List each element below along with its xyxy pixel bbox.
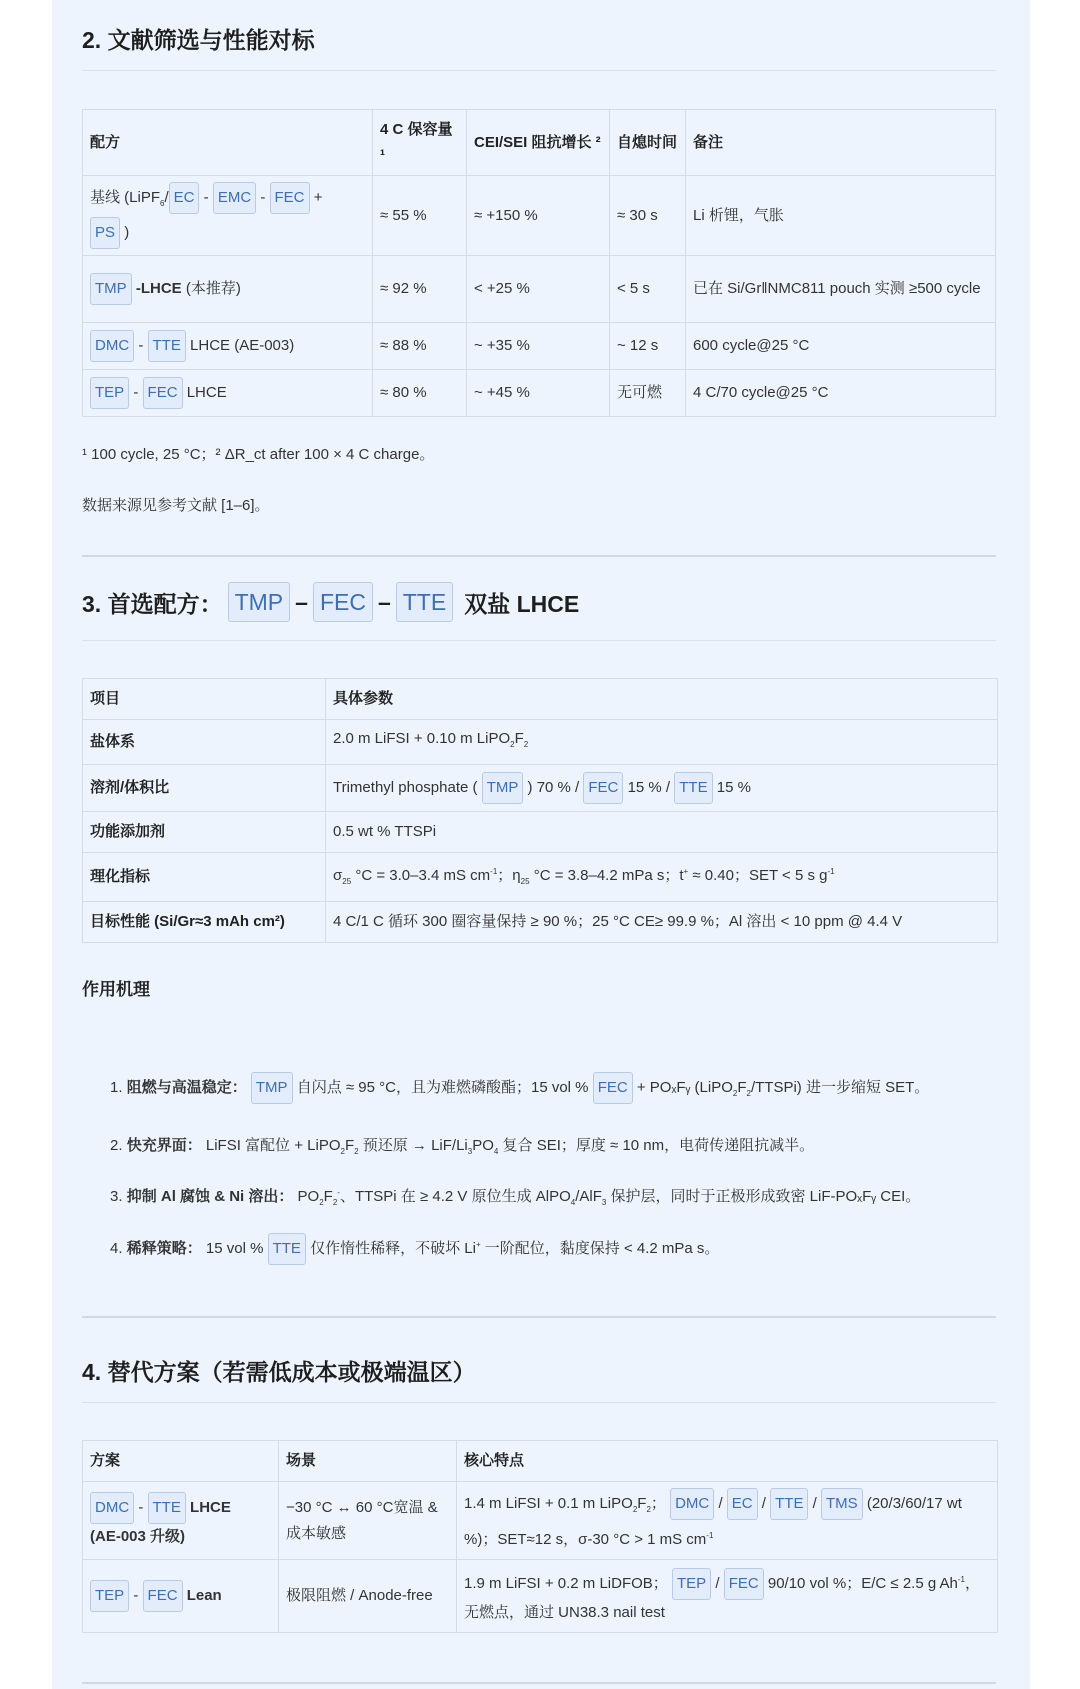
code-ec: EC <box>169 182 200 214</box>
superscript: -1 <box>706 1531 714 1540</box>
performance-table <box>82 109 996 417</box>
row-key: 功能添加剂 <box>83 812 326 853</box>
code-fec: FEC <box>593 1072 633 1104</box>
code-fec: FEC <box>724 1568 764 1600</box>
subscript: 2 <box>319 1198 324 1207</box>
section-4-heading <box>82 1354 996 1403</box>
code-ec: EC <box>727 1488 758 1520</box>
text: F <box>737 1079 747 1096</box>
cell-value: ~ 12 s <box>610 323 686 370</box>
cell-value: Li 析锂，气胀 <box>686 176 996 256</box>
row-value: 0.5 wt % TTSPi <box>326 812 998 853</box>
subscript: 4 <box>493 1147 499 1156</box>
code-dmc: DMC <box>90 330 134 362</box>
text: ；η <box>497 867 521 884</box>
text: / <box>164 189 169 206</box>
cell-value: 已在 Si/Gr‖NMC811 pouch 实测 ≥500 cycle <box>686 256 996 323</box>
subscript: 2 <box>732 1089 738 1098</box>
header-remarks: 备注 <box>686 110 996 176</box>
code-tep: TEP <box>90 377 129 409</box>
subscript: 6 <box>160 199 165 208</box>
row-key: 目标性能 (Si/Gr≈3 mAh cm²) <box>83 902 326 943</box>
cell-value: 600 cycle@25 °C <box>686 323 996 370</box>
table-row <box>83 1560 998 1633</box>
cell-value: ~ +45 % <box>467 370 610 417</box>
subscript: 2 <box>746 1089 751 1098</box>
mechanism-item-2 <box>110 1134 1000 1156</box>
code-tms: TMS <box>821 1488 863 1520</box>
text: σ <box>333 867 343 884</box>
text: 复合 SEI；厚度 ≈ 10 nm，电荷传递阻抗减半。 <box>502 1137 815 1154</box>
section-2-title: 2. 文献筛选与性能对标 <box>82 27 315 53</box>
text: / <box>812 1495 817 1512</box>
table-row <box>83 720 998 765</box>
cell-formula: 基线 (LiPF$_6$/ EC - EMC - FEC + PS ) <box>83 176 373 256</box>
table-row <box>83 176 996 256</box>
text: 1.4 m LiFSI + 0.1 m LiPO <box>464 1495 633 1512</box>
text: 自闪点 ≈ 95 °C，且为难燃磷酸酯；15 vol % <box>296 1079 589 1096</box>
cell-features <box>457 1560 998 1633</box>
subscript: 4 <box>570 1198 576 1207</box>
text: LHCE (AE-003) <box>190 337 295 354</box>
row-value <box>326 765 998 812</box>
cell-value: ≈ 30 s <box>610 176 686 256</box>
text: PO <box>472 1137 494 1154</box>
code-dmc: DMC <box>90 1492 134 1524</box>
code-fec: FEC <box>143 377 183 409</box>
mechanism-title: 作用机理 <box>82 980 150 999</box>
table-row <box>83 812 998 853</box>
text: (本推荐) <box>185 280 241 297</box>
dash: – <box>295 588 308 615</box>
text: 保护层，同时于正极形成致密 LiF-POₓFᵧ CEI。 <box>610 1188 921 1205</box>
subscript: 3 <box>601 1198 607 1207</box>
text: 15 % / <box>627 779 671 796</box>
text: F <box>637 1495 647 1512</box>
code-tte: TTE <box>674 772 712 804</box>
mechanism-item-1 <box>110 1072 1000 1104</box>
title-text: 3. 首选配方： <box>82 590 223 617</box>
table-row <box>83 902 998 943</box>
header-scenario: 场景 <box>279 1441 457 1482</box>
text: /TTSPi) 进一步缩短 SET。 <box>750 1079 930 1096</box>
text: 预还原 → LiF/Li <box>362 1137 468 1154</box>
cell-scenario: −30 °C ↔ 60 °C宽温 & 成本敏感 <box>279 1482 457 1560</box>
item-number: 1. <box>110 1079 123 1096</box>
text: + POₓFᵧ (LiPO <box>636 1079 733 1096</box>
superscript: -1 <box>827 867 835 876</box>
subscript: 2 <box>332 1198 338 1207</box>
header-scheme: 方案 <box>83 1441 279 1482</box>
row-key: 溶剂/体积比 <box>83 765 326 812</box>
text: 1.9 m LiFSI + 0.2 m LiDFOB； <box>464 1574 668 1592</box>
text: ≈ 0.40；SET < 5 s g <box>692 867 828 884</box>
code-emc: EMC <box>213 182 256 214</box>
row-key: 理化指标 <box>83 853 326 902</box>
cell-value: < 5 s <box>610 256 686 323</box>
alternatives-table <box>82 1440 998 1633</box>
cell-formula: DMC - TTE LHCE (AE-003) <box>83 323 373 370</box>
superscript: - <box>337 1188 340 1197</box>
code-tmp: TMP <box>482 772 524 804</box>
code-tmp: TMP <box>228 582 291 622</box>
text: LiFSI 富配位 + LiPO <box>205 1137 341 1154</box>
text: 15 % <box>716 779 751 796</box>
text: / <box>715 1574 720 1592</box>
row-value <box>326 720 998 765</box>
cell-value: 无可燃 <box>610 370 686 417</box>
section-3-heading <box>82 582 996 641</box>
divider <box>82 1316 996 1318</box>
footnote: ¹ 100 cycle, 25 °C；² ΔR_ct after 100 × 4 C charge。 <box>82 446 435 463</box>
text: F <box>514 730 524 747</box>
subscript: 2 <box>632 1505 638 1514</box>
code-tep: TEP <box>672 1568 711 1600</box>
divider <box>82 1682 996 1684</box>
cell-formula <box>83 256 373 323</box>
row-value <box>326 853 998 902</box>
code-tep: TEP <box>90 1580 129 1612</box>
superscript: -1 <box>490 867 498 876</box>
text: 、TTSPi 在 ≥ 4.2 V 原位生成 AlPO <box>339 1188 571 1205</box>
document-panel <box>52 0 1030 1689</box>
code-tte: TTE <box>148 330 186 362</box>
formula-param-table <box>82 678 998 943</box>
code-tte: TTE <box>770 1488 808 1520</box>
header-params: 具体参数 <box>326 679 998 720</box>
item-number: 3. <box>110 1188 123 1205</box>
table-row <box>83 1482 998 1560</box>
text: Trimethyl phosphate ( <box>333 779 478 796</box>
cell-value: ≈ 55 % <box>373 176 467 256</box>
code-tmp: TMP <box>90 273 132 305</box>
text: °C = 3.0–3.4 mS cm <box>355 867 491 884</box>
text: 90/10 vol %；E/C ≤ 2.5 g Ah <box>767 1574 958 1592</box>
cell-scheme: TEP - FEC Lean <box>83 1560 279 1633</box>
code-tte: TTE <box>148 1492 186 1524</box>
table-row <box>83 256 996 323</box>
mechanism-item-4 <box>110 1233 1000 1265</box>
item-heading: 快充界面： <box>126 1137 202 1154</box>
text: / <box>718 1495 723 1512</box>
header-formula: 配方 <box>83 110 373 176</box>
text: ； <box>650 1495 666 1512</box>
table-row <box>83 370 996 417</box>
header-features: 核心特点 <box>457 1441 998 1482</box>
code-tte: TTE <box>396 582 453 622</box>
text: (20/3/60/17 wt %)；SET≈12 s，σ-30 °C > 1 mS cm <box>464 1495 962 1548</box>
dash: – <box>377 588 391 615</box>
code-fec: FEC <box>583 772 623 804</box>
code-tmp: TMP <box>251 1072 293 1104</box>
cell-value: ≈ 80 % <box>373 370 467 417</box>
cell-features <box>457 1482 998 1560</box>
table-row <box>83 853 998 902</box>
text: F <box>344 1137 355 1154</box>
item-heading: 抑制 Al 腐蚀 & Ni 溶出： <box>126 1188 294 1205</box>
text: (AE-003 升级) <box>90 1527 186 1545</box>
item-heading: 稀释策略： <box>126 1240 202 1257</box>
code-fec: FEC <box>313 582 373 622</box>
mechanism-item-3 <box>110 1185 1000 1207</box>
cell-value: ≈ +150 % <box>467 176 610 256</box>
divider <box>82 555 996 557</box>
header-self-extinguish: 自熄时间 <box>610 110 686 176</box>
subscript: 2 <box>340 1147 345 1156</box>
subscript: 2 <box>646 1505 651 1514</box>
code-tte: TTE <box>268 1233 306 1265</box>
text: 基线 (LiPF <box>90 189 161 206</box>
subscript: 2 <box>354 1147 359 1156</box>
row-key: 盐体系 <box>83 720 326 765</box>
cell-value: < +25 % <box>467 256 610 323</box>
item-number: 2. <box>110 1137 123 1154</box>
superscript: + <box>475 1240 481 1249</box>
item-heading: 阻燃与高温稳定： <box>126 1079 247 1096</box>
text: / <box>761 1495 766 1512</box>
section-4-title: 4. 替代方案（若需低成本或极端温区） <box>82 1359 476 1385</box>
text: °C = 3.8–4.2 mPa s；t <box>533 867 684 884</box>
table-row <box>83 765 998 812</box>
text: /AlF <box>575 1188 602 1205</box>
superscript: + <box>683 867 689 876</box>
cell-value: ≈ 92 % <box>373 256 467 323</box>
text: ，无燃点，通过 UN38.3 nail test <box>464 1574 981 1621</box>
section-3-title <box>82 582 996 622</box>
text: F <box>323 1188 333 1205</box>
subscript: 25 <box>342 877 352 886</box>
header-impedance: CEI/SEI 阻抗增长 ² <box>467 110 610 176</box>
text: LHCE <box>186 384 227 401</box>
header-item: 项目 <box>83 679 326 720</box>
text: -LHCE <box>135 280 182 297</box>
subscript: 2 <box>510 740 515 749</box>
item-number: 4. <box>110 1240 123 1257</box>
subscript: 3 <box>467 1147 473 1156</box>
text: ) 70 % / <box>527 779 580 796</box>
table-row <box>83 323 996 370</box>
cell-formula: TEP - FEC LHCE <box>83 370 373 417</box>
cell-value: ~ +35 % <box>467 323 610 370</box>
subscript: 2 <box>523 740 529 749</box>
code-ps: PS <box>90 217 120 249</box>
code-dmc: DMC <box>670 1488 714 1520</box>
subscript: 25 <box>520 877 530 886</box>
header-4c-retention: 4 C 保容量 ¹ <box>373 110 467 176</box>
text: ) <box>124 224 130 241</box>
text: + <box>313 189 323 206</box>
text: PO <box>297 1188 320 1205</box>
source-note: 数据来源见参考文献 [1–6]。 <box>82 497 270 514</box>
cell-value: ≈ 88 % <box>373 323 467 370</box>
row-value: 4 C/1 C 循环 300 圈容量保持 ≥ 90 %；25 °C CE≥ 99.9 %；Al 溶出 < 10 ppm @ 4.4 V <box>326 902 998 943</box>
cell-scenario: 极限阻燃 / Anode-free <box>279 1560 457 1633</box>
cell-scheme: DMC - TTE LHCE (AE-003 升级) <box>83 1482 279 1560</box>
section-2-heading <box>82 22 996 71</box>
text: 一阶配位，黏度保持 < 4.2 mPa s。 <box>484 1240 720 1257</box>
code-fec: FEC <box>143 1580 183 1612</box>
text: 仅作惰性稀释，不破坏 Li <box>310 1240 476 1257</box>
text: 15 vol % <box>205 1240 264 1257</box>
title-text: 双盐 LHCE <box>464 590 580 617</box>
table-header-row <box>83 1441 998 1482</box>
superscript: -1 <box>957 1574 965 1584</box>
table-header-row <box>83 679 998 720</box>
table-header-row <box>83 110 996 176</box>
text: 2.0 m LiFSI + 0.10 m LiPO <box>333 730 511 747</box>
code-fec: FEC <box>270 182 310 214</box>
cell-value: 4 C/70 cycle@25 °C <box>686 370 996 417</box>
text: Lean <box>186 1587 222 1604</box>
text: LHCE <box>190 1498 231 1516</box>
